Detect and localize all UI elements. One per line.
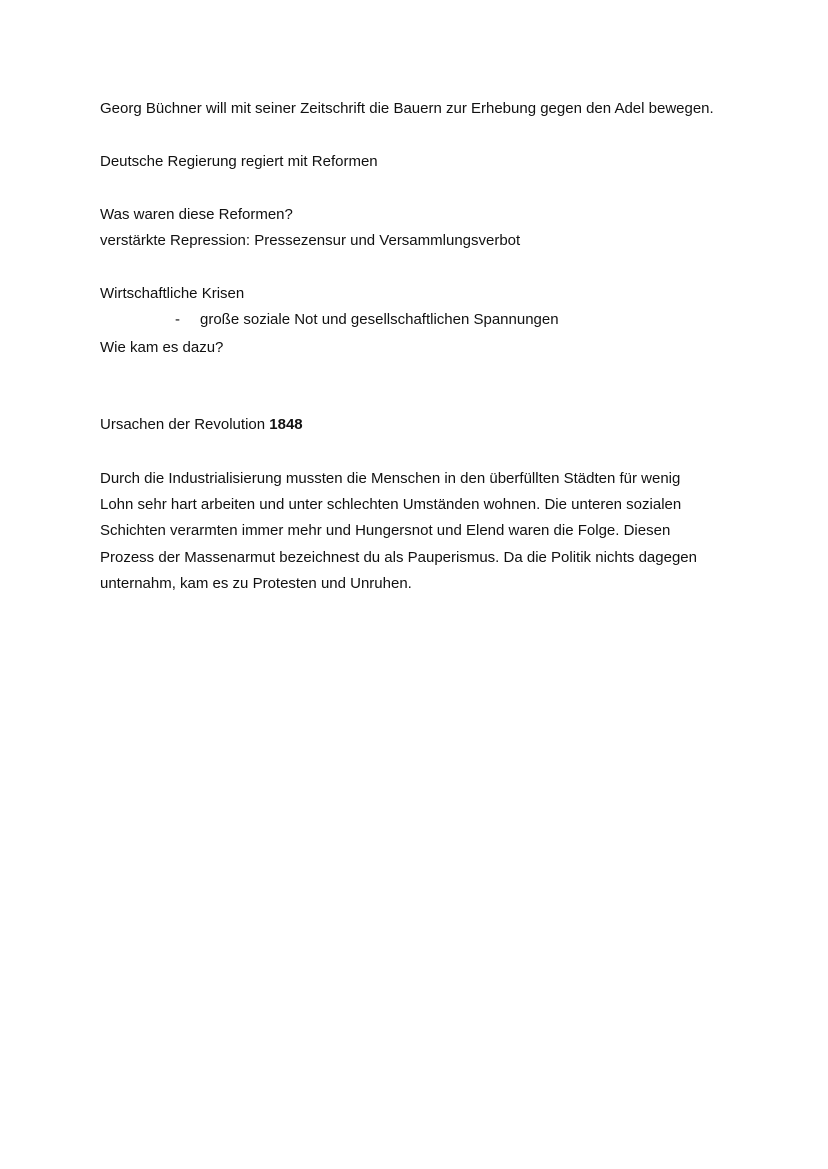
intro-line: Georg Büchner will mit seiner Zeitschrift die Bauern zur Erhebung gegen den Adel bewegen. [100,100,714,117]
reforms-answer: verstärkte Repression: Pressezensur und Versammlungsverbot [100,232,521,249]
paragraph-line: unternahm, kam es zu Protesten und Unruhen. [100,574,412,592]
paragraph-line: Schichten verarmten immer mehr und Hungersnot und Elend waren die Folge. Diesen [100,522,671,540]
government-line: Deutsche Regierung regiert mit Reformen [100,153,378,170]
paragraph-line: Lohn sehr hart arbeiten und unter schlechten Umständen wohnen. Die unteren sozialen [100,496,682,514]
crises-heading: Wirtschaftliche Krisen [100,285,245,302]
paragraph-line: Durch die Industrialisierung mussten die Menschen in den überfüllten Städten für wenig [100,470,681,487]
crises-bullet-text: große soziale Not und gesellschaftlichen Spannungen [200,311,559,328]
reforms-question: Was waren diese Reformen? [100,206,293,223]
crises-question: Wie kam es dazu? [100,339,224,356]
causes-heading-prefix: Ursachen der Revolution [100,416,270,433]
causes-paragraph [100,466,740,597]
crises-bullet-marker: - [175,311,180,328]
paragraph-line: Prozess der Massenarmut bezeichnest du als Pauperismus. Da die Politik nichts dagegen [100,548,697,566]
causes-heading [100,416,303,434]
causes-heading-year: 1848 [269,416,303,433]
